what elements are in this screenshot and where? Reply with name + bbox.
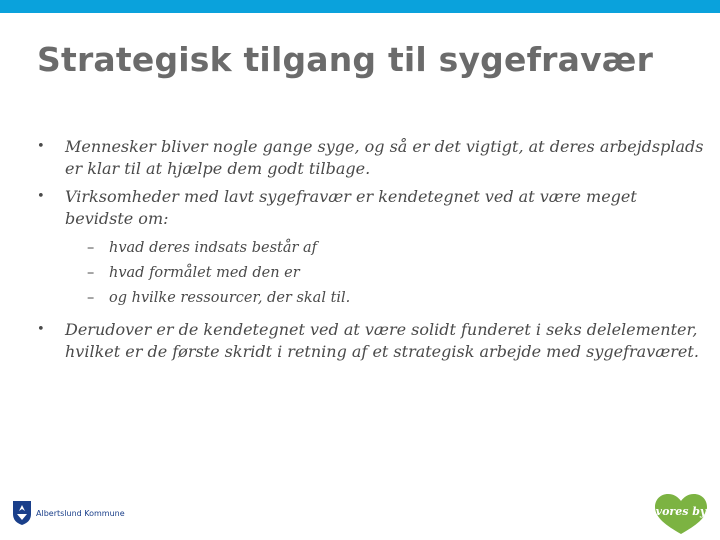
sub-list-item xyxy=(87,261,707,286)
bullet-item xyxy=(37,186,707,230)
bullet-marker: • xyxy=(37,322,45,337)
sub-list-item xyxy=(87,236,707,261)
vores-by-logo xyxy=(653,493,709,535)
slide-content xyxy=(37,136,707,369)
bullet-text: Virksomheder med lavt sygefravær er kendetegnet ved at være meget bevidste om: xyxy=(65,187,637,228)
bullet-item xyxy=(37,136,707,180)
brand-text: vores by xyxy=(655,505,707,518)
slide-title: Strategisk tilgang til sygefravær xyxy=(37,40,654,79)
dash-marker: – xyxy=(87,240,95,256)
dash-marker: – xyxy=(87,265,95,281)
coat-of-arms-icon xyxy=(12,500,32,526)
sub-item-text: hvad deres indsats består af xyxy=(109,240,318,256)
bullet-marker: • xyxy=(37,139,45,154)
sub-item-text: og hvilke ressourcer, der skal til. xyxy=(109,290,351,306)
dash-marker: – xyxy=(87,290,95,306)
sub-list-item xyxy=(87,286,707,311)
top-accent-bar xyxy=(0,0,720,13)
sub-list xyxy=(87,236,707,311)
bullet-marker: • xyxy=(37,189,45,204)
bullet-text: Mennesker bliver nogle gange syge, og så er det vigtigt, at deres arbejdsplads er klar til at hjælpe dem godt tilbage. xyxy=(65,137,704,178)
bullet-item xyxy=(37,319,707,363)
sub-item-text: hvad formålet med den er xyxy=(109,265,300,281)
bullet-text: Derudover er de kendetegnet ved at være solidt funderet i seks delelementer, hvilket er de første skridt i retning af et strategisk arbejde med sygefraværet. xyxy=(65,320,699,361)
albertslund-logo xyxy=(12,500,125,526)
municipality-name: Albertslund Kommune xyxy=(36,508,125,518)
